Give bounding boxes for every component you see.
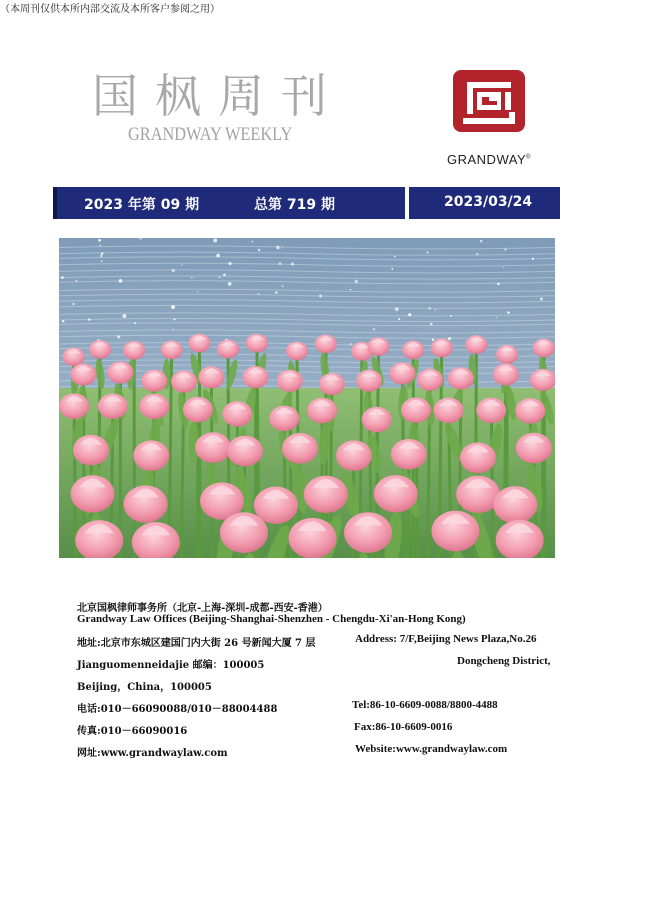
grandway-seal-logo-icon [453, 70, 525, 132]
masthead-title-cn: 国枫周刊 [92, 69, 344, 123]
address-line2-right: Dongcheng District, [457, 655, 551, 667]
issue-date: 2023/03/24 [444, 194, 533, 210]
fax-en: Fax:86-10-6609-0016 [354, 721, 453, 733]
issue-number: 2023 年第 09 期 [84, 197, 200, 213]
registered-mark: ® [526, 154, 532, 161]
website-cn: 网址:www.grandwaylaw.com [77, 748, 228, 759]
issue-total: 总第 719 期 [254, 197, 335, 213]
address-cn: 地址:北京市东城区建国门内大街 26 号新闻大厦 7 层 [77, 638, 316, 649]
address-line2-left: Jianguomenneidajie 邮编：100005 [77, 660, 265, 671]
masthead-title-en: GRANDWAY WEEKLY [128, 124, 293, 145]
issue-date-bar [409, 187, 560, 219]
website-en: Website:www.grandwaylaw.com [355, 743, 508, 755]
disclaimer-note: （本周刊仅供本所内部交流及本所客户参阅之用） [0, 4, 220, 15]
address-line3: Beijing，China，100005 [77, 682, 212, 693]
logo-wordmark [447, 152, 531, 167]
firm-name-en: Grandway Law Offices (Beijing-Shanghai-Shenzhen - Chengdu-Xi'an-Hong Kong) [77, 613, 466, 625]
address-en: Address: 7/F,Beijing News Plaza,No.26 [355, 633, 537, 645]
issue-bar [53, 187, 405, 219]
phone-en: Tel:86-10-6609-0088/8800-4488 [352, 699, 498, 711]
firm-name-cn: 北京国枫律师事务所（北京-上海-深圳-成都-西安-香港） [77, 603, 328, 614]
logo-text: GRANDWAY [447, 152, 527, 167]
phone-cn: 电话:010－66090088/010－88004488 [77, 704, 278, 715]
cover-photo-tulips [59, 238, 555, 558]
fax-cn: 传真:010－66090016 [77, 726, 188, 737]
